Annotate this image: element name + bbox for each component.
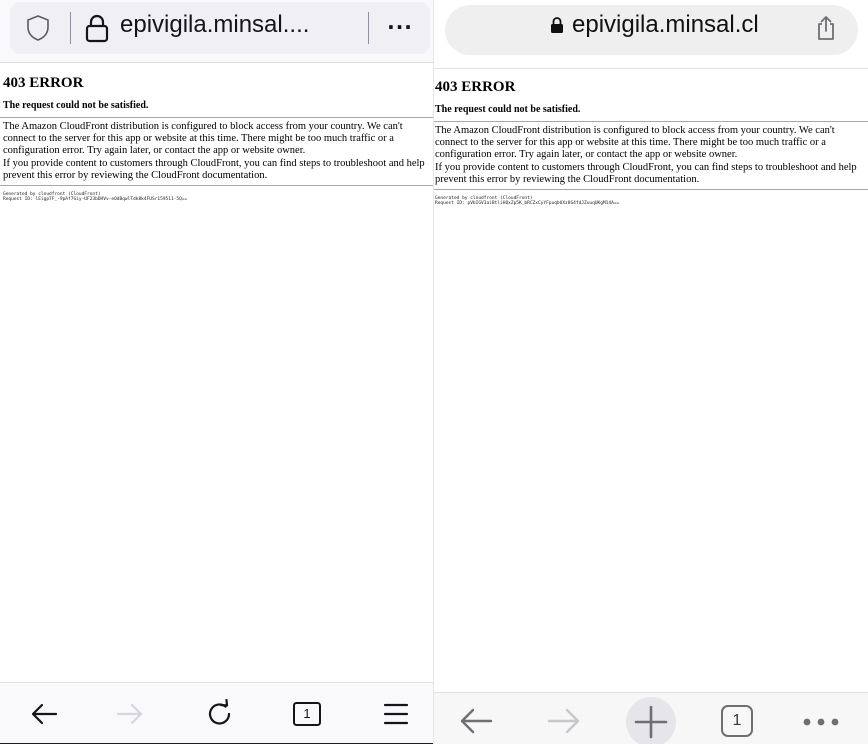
error-title: 403 ERROR	[435, 79, 516, 95]
left-error-page	[0, 74, 434, 202]
tab-count: 1	[303, 706, 311, 721]
horizontal-rule	[434, 121, 868, 122]
request-footer	[3, 192, 434, 202]
more-icon	[801, 717, 841, 727]
error-message	[3, 121, 431, 182]
left-address-toolbar	[0, 0, 434, 62]
back-icon	[30, 702, 58, 726]
left-url-text[interactable]: epivigila.minsal....	[120, 11, 310, 38]
tab-count: 1	[732, 712, 742, 729]
error-paragraph-2: If you provide content to customers through CloudFront, you can find steps to troubleshoot and help prevent this error by reviewing the CloudFront documentation.	[435, 161, 857, 185]
app-menu-button[interactable]	[376, 697, 416, 731]
error-message	[435, 125, 867, 186]
back-button[interactable]	[24, 697, 64, 731]
right-error-page	[434, 78, 868, 206]
request-id-text: Request ID: pVbIGV3aiBtliHQxZp5K_bRCZxCyYFpuqbUXz8G4fdJZuuqUKgM14A==	[435, 201, 620, 207]
forward-icon	[547, 707, 581, 735]
share-icon[interactable]	[814, 15, 838, 41]
back-icon	[459, 707, 493, 735]
request-footer	[435, 196, 868, 206]
address-separator	[368, 12, 369, 44]
toolbar-divider	[434, 68, 868, 69]
error-subtitle: The request could not be satisfied.	[3, 100, 149, 111]
back-button[interactable]	[454, 701, 498, 741]
new-tab-icon	[634, 705, 668, 739]
forward-button[interactable]	[110, 697, 150, 731]
generated-by-text: Generated by cloudfront (CloudFront)	[3, 192, 101, 198]
error-paragraph-2: If you provide content to customers through CloudFront, you can find steps to troubleshoot and help prevent this error by reviewing the CloudFront documentation.	[3, 157, 425, 181]
forward-icon	[116, 702, 144, 726]
horizontal-rule	[0, 117, 434, 118]
forward-button[interactable]	[542, 701, 586, 741]
right-address-toolbar	[434, 0, 868, 68]
reload-icon	[205, 699, 235, 729]
horizontal-rule	[0, 185, 434, 186]
left-bottom-toolbar	[0, 682, 434, 744]
toolbar-divider	[0, 62, 434, 63]
new-tab-button[interactable]	[626, 697, 676, 744]
lock-icon	[550, 16, 564, 34]
right-url-text[interactable]: epivigila.minsal.cl	[572, 11, 759, 38]
lock-icon[interactable]	[84, 13, 110, 43]
tracking-protection-shield-icon[interactable]	[26, 14, 50, 42]
error-paragraph-1: The Amazon CloudFront distribution is configured to block access from your country. We can't connect to the server for this app or website at this time. There might be too much traffic or a configuration error. Try again later, or contact the app or website owner.	[3, 121, 403, 157]
error-title: 403 ERROR	[3, 75, 84, 91]
horizontal-rule	[434, 189, 868, 190]
generated-by-text: Generated by cloudfront (CloudFront)	[435, 196, 533, 202]
tabs-button[interactable]	[288, 697, 326, 731]
menu-icon	[383, 702, 409, 726]
page-actions-menu-button[interactable]: ···	[387, 15, 413, 39]
reload-button[interactable]	[200, 695, 240, 733]
error-paragraph-1: The Amazon CloudFront distribution is configured to block access from your country. We can't connect to the server for this app or website at this time. There might be too much traffic or a configuration error. Try again later, or contact the app or website owner.	[435, 125, 835, 161]
right-bottom-toolbar	[434, 692, 868, 744]
error-subtitle: The request could not be satisfied.	[435, 104, 581, 115]
right-browser-window	[434, 0, 868, 744]
more-options-button[interactable]	[796, 705, 846, 739]
request-id-text: Request ID: lEigp7F_-9pAf7Giy-UF23bDHVv-eOdBqwlTdk8k4FUSr159511-5Q==	[3, 197, 188, 203]
address-separator	[70, 12, 71, 44]
tabs-button[interactable]	[719, 703, 755, 739]
